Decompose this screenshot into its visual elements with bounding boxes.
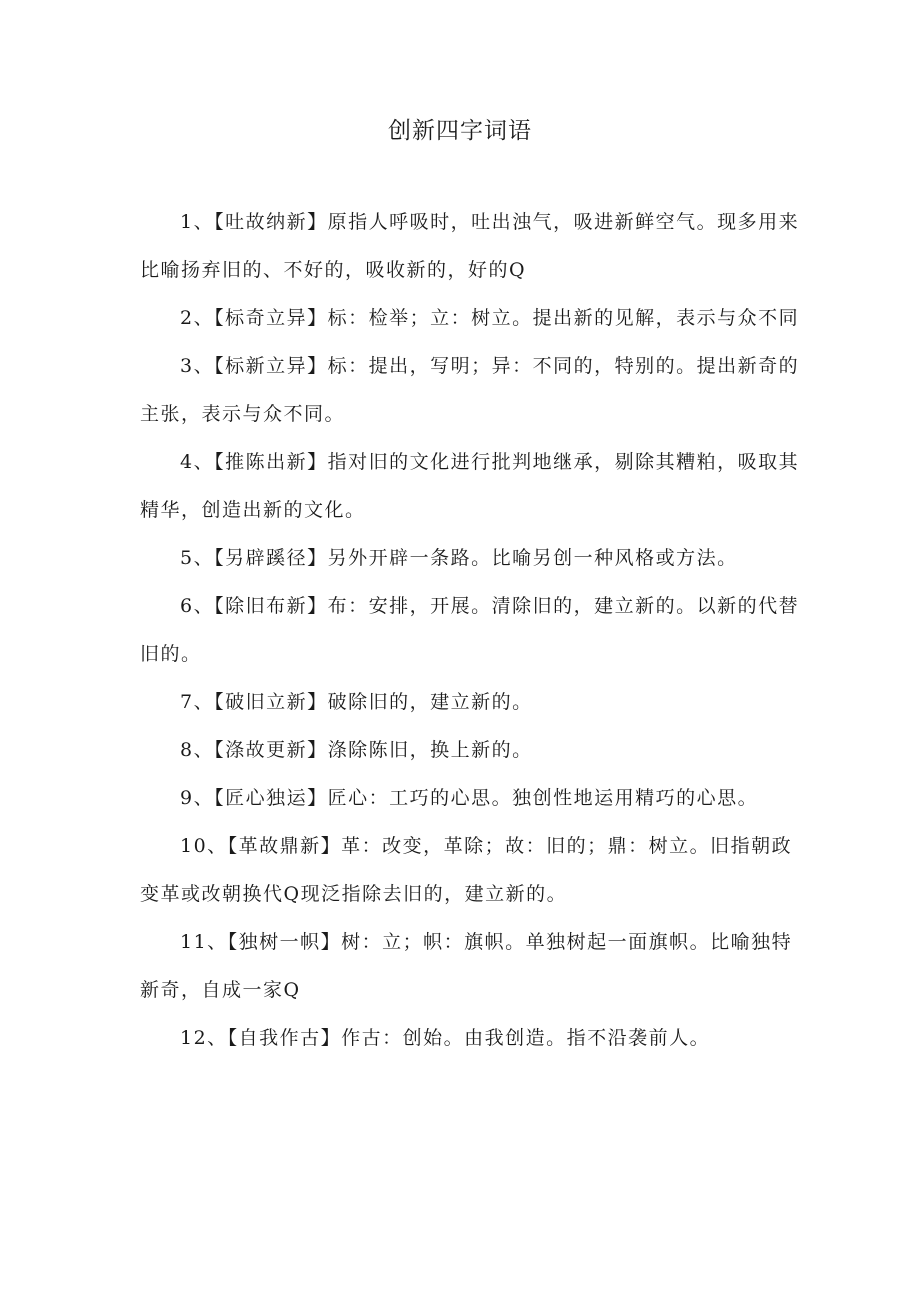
list-item: 12、【自我作古】作古：创始。由我创造。指不沿袭前人。 bbox=[180, 1027, 711, 1049]
list-item: 9、【匠心独运】匠心：工巧的心思。独创性地运用精巧的心思。 bbox=[180, 787, 759, 809]
list-item: 3、【标新立异】标：提出，写明；异：不同的，特别的。提出新奇的主张，表示与众不同。 bbox=[140, 355, 800, 425]
list-item: 11、【独树一帜】树：立；帜：旗帜。单独树起一面旗帜。比喻独特新奇，自成一家Q bbox=[140, 931, 793, 1001]
list-item: 4、【推陈出新】指对旧的文化进行批判地继承，剔除其糟粕，吸取其精华，创造出新的文化。 bbox=[140, 451, 800, 521]
list-item: 2、【标奇立异】标：检举；立：树立。提出新的见解，表示与众不同 bbox=[180, 307, 800, 329]
list-item: 1、【吐故纳新】原指人呼吸时，吐出浊气，吸进新鲜空气。现多用来比喻扬弃旧的、不好的，吸收新的，好的Q bbox=[140, 211, 800, 281]
list-item: 6、【除旧布新】布：安排，开展。清除旧的，建立新的。以新的代替旧的。 bbox=[140, 595, 800, 665]
list-item: 7、【破旧立新】破除旧的，建立新的。 bbox=[180, 691, 533, 713]
list-item: 5、【另辟蹊径】另外开辟一条路。比喻另创一种风格或方法。 bbox=[180, 547, 738, 569]
list-item: 10、【革故鼎新】革：改变，革除；故：旧的；鼎：树立。旧指朝政变革或改朝换代Q现泛指除去旧的，建立新的。 bbox=[140, 835, 793, 905]
entry-list bbox=[140, 198, 800, 1062]
page-title: 创新四字词语 bbox=[388, 118, 532, 144]
list-item: 8、【涤故更新】涤除陈旧，换上新的。 bbox=[180, 739, 533, 761]
